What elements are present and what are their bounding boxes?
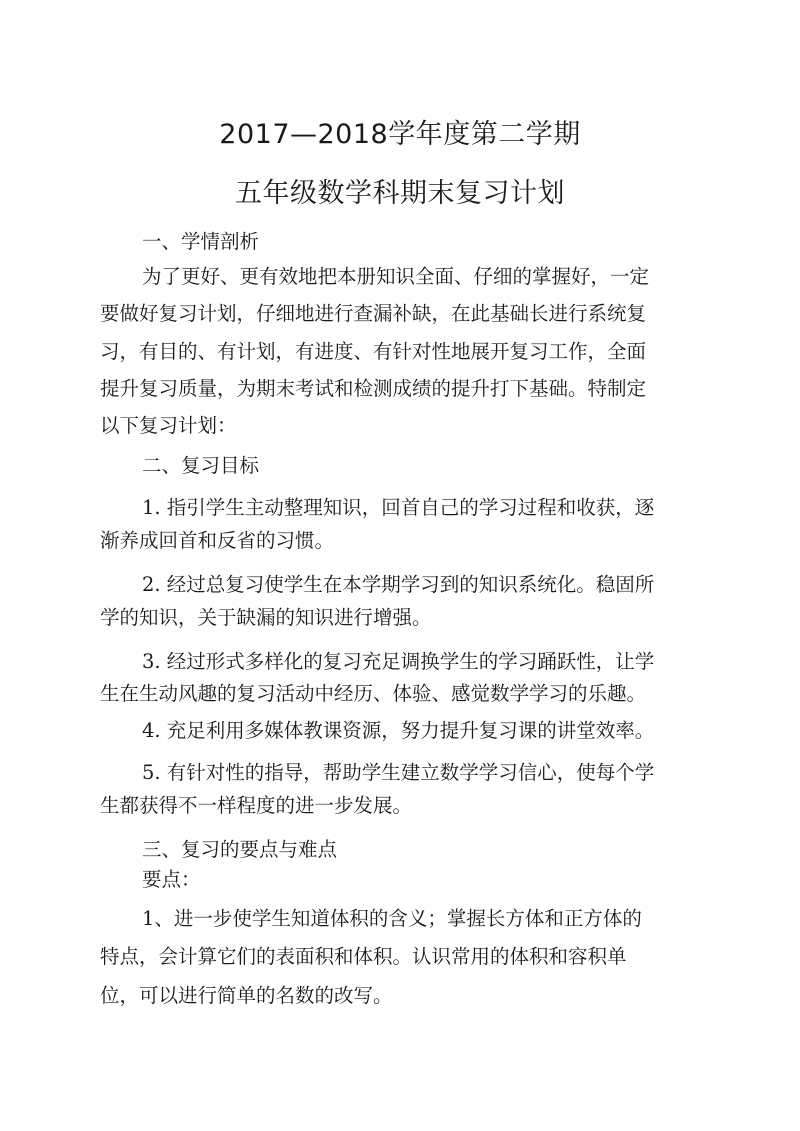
- goal-5-line: 5. 有针对性的指导，帮助学生建立数学学习信心，使每个学: [142, 761, 655, 784]
- key-point-line: 位，可以进行简单的名数的改写。: [100, 984, 393, 1007]
- goal-5-line: 生都获得不一样程度的进一步发展。: [100, 794, 413, 817]
- doc-title-line2: 五年级数学科期末复习计划: [235, 178, 565, 209]
- paragraph-line: 以下复习计划：: [100, 414, 237, 437]
- goal-3-line: 3. 经过形式多样化的复习充足调换学生的学习踊跃性，让学: [142, 650, 655, 673]
- goal-4-line: 4. 充足利用多媒体教课资源，努力提升复习课的讲堂效率。: [142, 719, 655, 742]
- paragraph-line: 为了更好、更有效地把本册知识全面、仔细的掌握好，一定: [142, 265, 650, 288]
- key-point-line: 特点，会计算它们的表面积和体积。认识常用的体积和容积单: [100, 945, 627, 968]
- goal-2-line: 学的知识，关于缺漏的知识进行增强。: [100, 606, 432, 629]
- goal-1-line: 渐养成回首和反省的习惯。: [100, 529, 335, 552]
- paragraph-line: 要做好复习计划，仔细地进行查漏补缺，在此基础长进行系统复: [100, 302, 647, 325]
- doc-title-line1: 2017—2018学年度第二学期: [219, 119, 581, 150]
- section-heading-1: 一、学情剖析: [142, 230, 260, 253]
- key-point-line: 1、进一步使学生知道体积的含义；掌握长方体和正方体的: [142, 907, 642, 930]
- section-heading-2: 二、复习目标: [142, 454, 260, 477]
- section-heading-3: 三、复习的要点与难点: [142, 838, 338, 861]
- paragraph-line: 习，有目的、有计划，有进度、有针对性地展开复习工作，全面: [100, 340, 647, 363]
- goal-2-line: 2. 经过总复习使学生在本学期学习到的知识系统化。稳固所: [142, 573, 655, 596]
- goal-1-line: 1. 指引学生主动整理知识，回首自己的学习过程和收获，逐: [142, 496, 655, 519]
- goal-3-line: 生在生动风趣的复习活动中经历、体验、感觉数学学习的乐趣。: [100, 682, 647, 705]
- paragraph-line: 提升复习质量，为期末考试和检测成绩的提升打下基础。特制定: [100, 377, 647, 400]
- key-points-label: 要点：: [142, 868, 201, 891]
